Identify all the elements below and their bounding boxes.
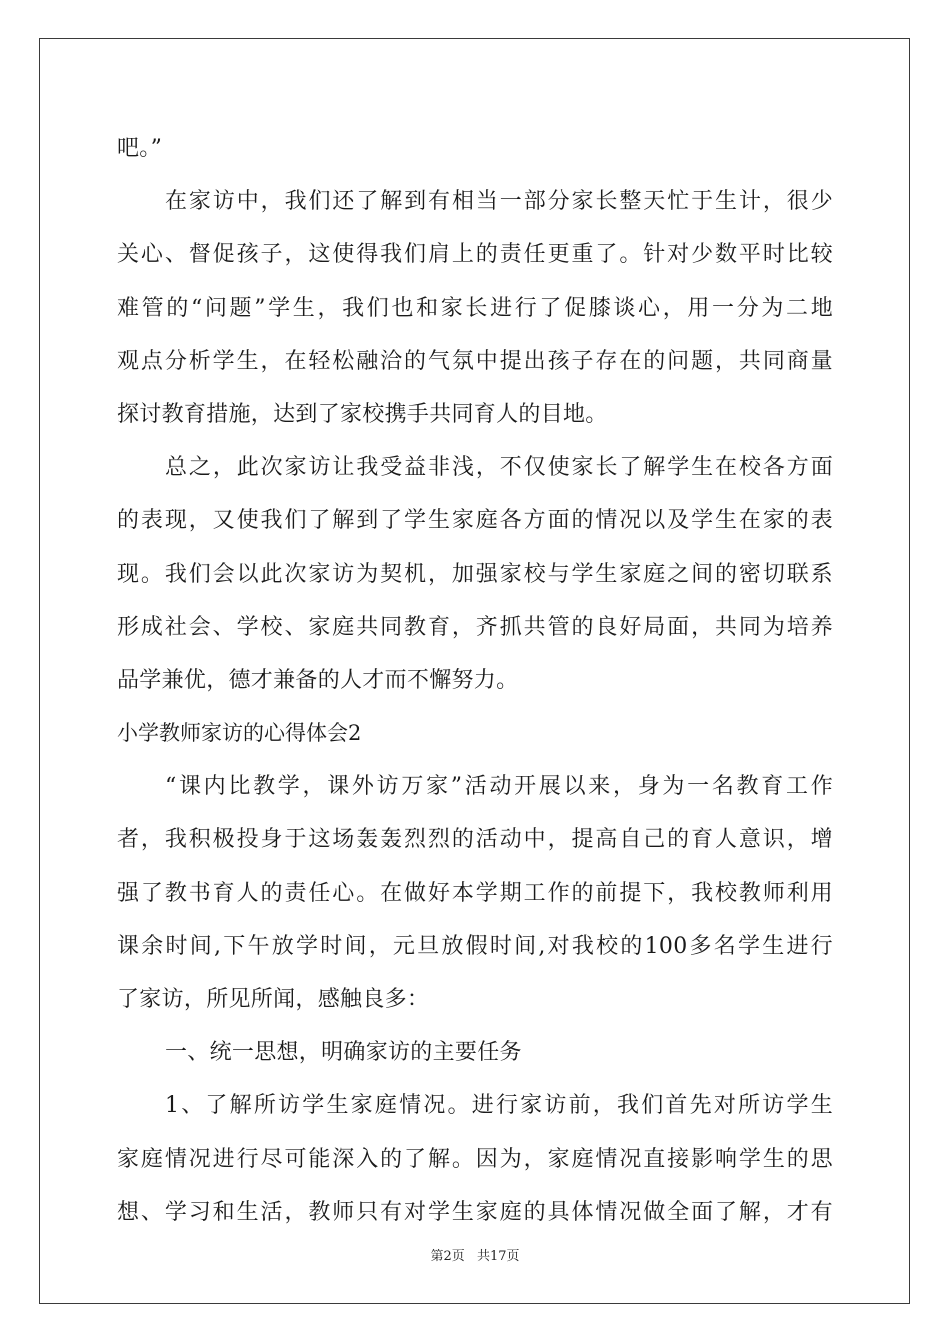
text-line: 关心、督促孩子，这使得我们肩上的责任更重了。针对少数平时比较: [117, 242, 833, 268]
text-line: 形成社会、学校、家庭共同教育，齐抓共管的良好局面，共同为培养: [117, 614, 833, 640]
page-total: 共17页: [476, 1249, 520, 1264]
text-line: 品学兼优，德才兼备的人才而不懈努力。: [117, 667, 519, 693]
text-line: “课内比教学，课外访万家”活动开展以来，身为一名教育工作: [165, 774, 833, 800]
page-footer: [0, 1245, 950, 1264]
text-line: 在家访中，我们还了解到有相当一部分家长整天忙于生计，很少: [165, 189, 833, 215]
text-line: 1、了解所访学生家庭情况。进行家访前，我们首先对所访学生: [165, 1093, 833, 1119]
text-line: 了家访，所见所闻，感触良多：: [117, 987, 430, 1012]
text-line: 现。我们会以此次家访为契机，加强家校与学生家庭之间的密切联系: [117, 561, 833, 587]
document-body: [117, 122, 833, 1239]
text-line: 吧。”: [117, 136, 163, 161]
text-line: 探讨教育措施，达到了家校携手共同育人的目地。: [117, 401, 608, 427]
text-line: 家庭情况进行尽可能深入的了解。因为，家庭情况直接影响学生的思: [117, 1146, 833, 1172]
text-line: 难管的“问题”学生，我们也和家长进行了促膝谈心，用一分为二地: [117, 295, 833, 321]
text-line: 总之，此次家访让我受益非浅，不仅使家长了解学生在校各方面: [165, 455, 833, 481]
page-number: 第2页: [430, 1249, 465, 1264]
text-line: 强了教书育人的责任心。在做好本学期工作的前提下，我校教师利用: [117, 880, 833, 906]
text-line: 课余时间,下午放学时间，元旦放假时间,对我校的100多名学生进行: [117, 933, 833, 959]
section-heading: 小学教师家访的心得体会2: [117, 721, 362, 746]
text-line: 观点分析学生，在轻松融洽的气氛中提出孩子存在的问题，共同商量: [117, 348, 833, 374]
text-line: 的表现，又使我们了解到了学生家庭各方面的情况以及学生在家的表: [117, 508, 833, 534]
text-line: 想、学习和生活，教师只有对学生家庭的具体情况做全面了解，才有: [117, 1199, 833, 1225]
text-line: 者，我积极投身于这场轰轰烈烈的活动中，提高自己的育人意识，增: [117, 827, 833, 853]
text-line: 一、统一思想，明确家访的主要任务: [165, 1040, 522, 1066]
